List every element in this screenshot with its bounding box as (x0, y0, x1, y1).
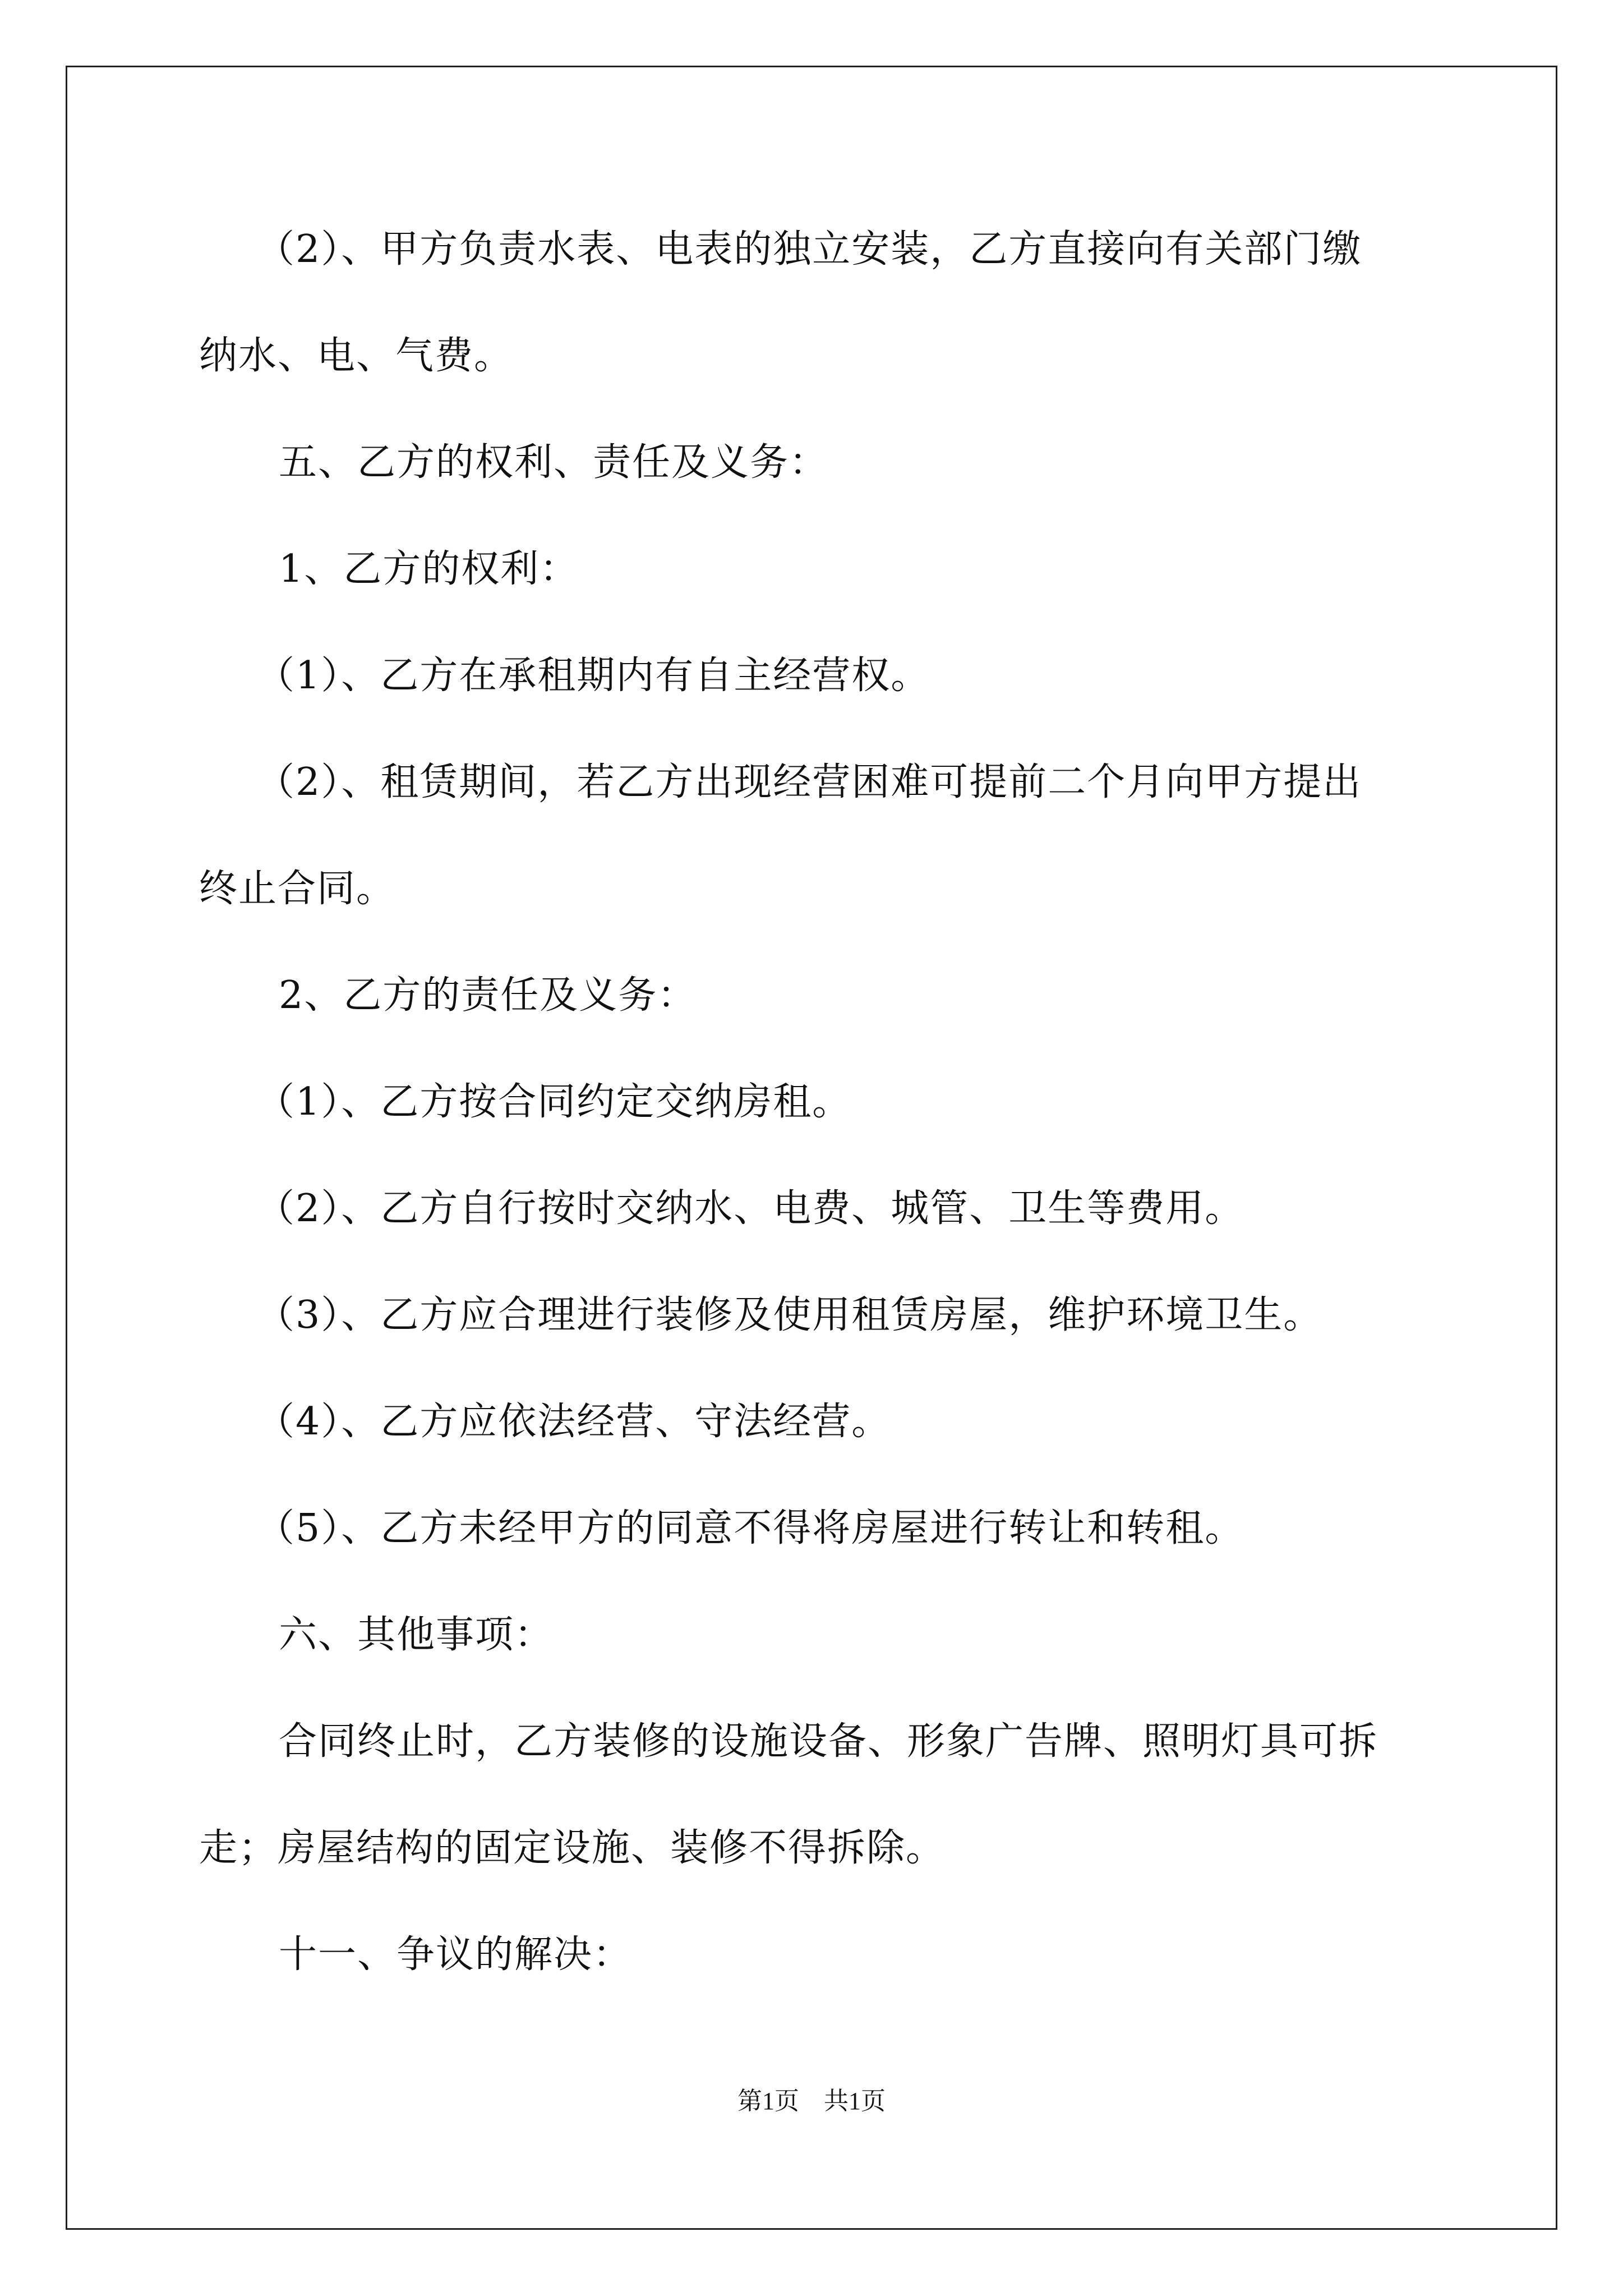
page-number-footer: 第1页 共1页 (737, 2087, 886, 2115)
clause-line: （1）、乙方按合同约定交纳房租。 (256, 1080, 852, 1124)
clause-line: 终止合同。 (199, 867, 396, 911)
clause-line: （3）、乙方应合理进行装修及使用租赁房屋，维护环境卫生。 (256, 1293, 1323, 1337)
clause-line: （2）、甲方负责水表、电表的独立安装，乙方直接向有关部门缴 (256, 227, 1362, 272)
clause-line: （5）、乙方未经甲方的同意不得将房屋进行转让和转租。 (256, 1506, 1244, 1550)
section-heading: 六、其他事项： (279, 1613, 554, 1657)
page-border (66, 66, 1557, 2230)
clause-line: （2）、租赁期间，若乙方出现经营困难可提前二个月向甲方提出 (256, 760, 1362, 804)
clause-line: 合同终止时，乙方装修的设施设备、形象广告牌、照明灯具可拆 (279, 1719, 1378, 1764)
clause-line: （1）、乙方在承租期内有自主经营权。 (256, 654, 930, 698)
section-heading: 十一、争议的解决： (279, 1932, 633, 1977)
subsection-heading: 1、乙方的权利： (279, 547, 579, 591)
clause-line: （4）、乙方应依法经营、守法经营。 (256, 1400, 891, 1444)
clause-line: 走；房屋结构的固定设施、装修不得拆除。 (199, 1826, 946, 1870)
section-heading: 五、乙方的权利、责任及义务： (279, 440, 829, 485)
clause-line: 纳水、电、气费。 (199, 334, 514, 378)
clause-line: （2）、乙方自行按时交纳水、电费、城管、卫生等费用。 (256, 1186, 1244, 1231)
subsection-heading: 2、乙方的责任及义务： (279, 973, 697, 1018)
